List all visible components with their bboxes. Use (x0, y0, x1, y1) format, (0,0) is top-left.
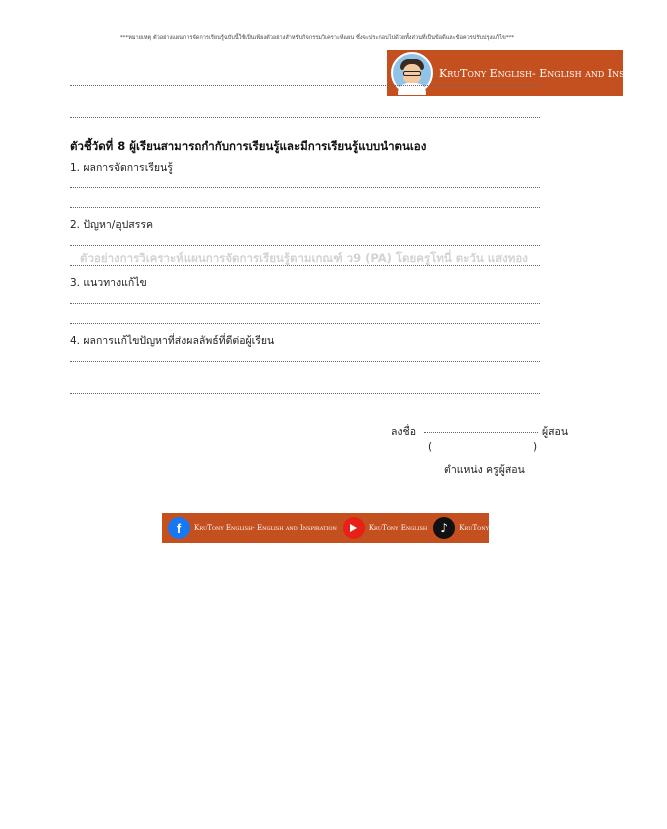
section-outcome-label: 4. ผลการแก้ไขปัญหาที่ส่งผลลัพธ์ที่ดีต่อผู้เรียน (70, 335, 275, 347)
tiktok-label: KruTony English (459, 524, 518, 532)
blank-line (70, 361, 540, 362)
role-label: ผู้สอน (542, 426, 569, 438)
section-results-label: 1. ผลการจัดการเรียนรู้ (70, 162, 173, 174)
facebook-icon[interactable]: f (168, 517, 190, 539)
header-note: ***หมายเหตุ ตัวอย่างแผนการจัดการเรียนรู้ฉบับนี้ใช้เป็นเพียงตัวอย่างสำหรับกิจกรรมวิเคราะห์แผน ซึ่งจะประกอบไปด้วยทั้งส่วนที่เป็นข้อดีและข้อควรปรับปรุงแก้ไข*** (119, 35, 515, 41)
brand-banner (387, 50, 667, 96)
blank-line (70, 117, 540, 118)
tiktok-icon[interactable]: ♪ (433, 517, 455, 539)
brand-name: KruTony English- English and Inspiration (439, 66, 667, 80)
youtube-icon[interactable] (343, 517, 365, 539)
blank-line (70, 85, 540, 86)
youtube-label: KruTony English (368, 524, 428, 532)
blank-line (70, 303, 540, 304)
name-paren-open: ( (428, 441, 433, 453)
position-label: ตำแหน่ง ครูผู้สอน (444, 464, 525, 476)
blank-line (70, 187, 540, 188)
blank-line (70, 245, 540, 246)
blank-line (70, 207, 540, 208)
blank-line (70, 265, 540, 266)
watermark-text: ตัวอย่างการวิเคราะห์แผนการจัดการเรียนรู้ตามเกณฑ์ ว9 (PA) โดยครูโทนี่ ตะวัน แสงทอง (80, 251, 528, 265)
section-solutions-label: 3. แนวทางแก้ไข (70, 277, 147, 289)
blank-line (70, 323, 540, 324)
avatar (391, 52, 433, 94)
sign-label: ลงชื่อ (391, 426, 416, 438)
section-problems-label: 2. ปัญหา/อุปสรรค (70, 219, 154, 231)
indicator-title: ตัวชี้วัดที่ 8 ผู้เรียนสามารถกำกับการเรียนรู้และมีการเรียนรู้แบบนำตนเอง (70, 139, 427, 153)
facebook-label: KruTony English- English and Inspiration (194, 524, 337, 532)
name-paren-close: ) (533, 441, 538, 453)
signature-line (424, 432, 538, 433)
social-bar (162, 513, 518, 543)
blank-line (70, 393, 540, 394)
